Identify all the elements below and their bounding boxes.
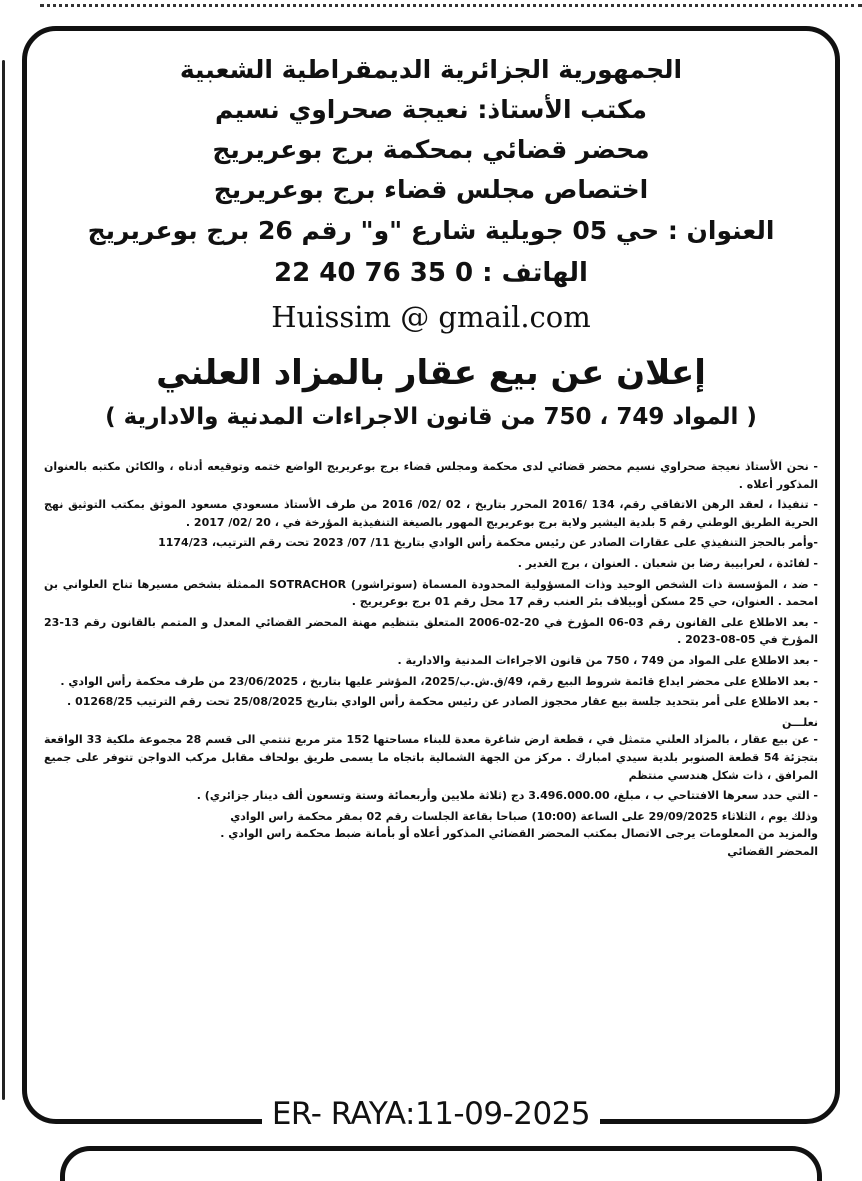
publication-footer (0, 1094, 862, 1134)
office-name: مكتب الأستاذ: نعيجة صحراوي نسيم (215, 95, 647, 124)
paragraph-property: - عن بيع عقار ، بالمزاد العلني متمثل في ، قطعة ارض شاغرة معدة للبناء مساحتها 152 متر مربع تنتمي الى قسم 28 مجموعة ملكية 33 الواقعة بتجزئة 54 قطعة الصنوبر بلدية سيدي امبارك . مركز من الجهة الشمالية باتجاه ما يسمى طريق بولحاف مقابل مركب الدواجن تتوفر على جميع المرافق ، ذات شكل هندسي منتظم (44, 733, 818, 782)
left-column-rule (2, 60, 5, 1100)
top-dotted-border (40, 4, 862, 7)
paragraph-articles: - بعد الاطلاع على المواد من 749 ، 750 من قانون الاجراءات المدنية والادارية . (397, 653, 818, 667)
office-phone: الهاتف : 0 35 76 40 22 (274, 258, 588, 288)
republic-name: الجمهورية الجزائرية الديمقراطية الشعبية (179, 55, 683, 84)
paragraph-session-order: - بعد الاطلاع على أمر بتحديد جلسة بيع عقار محجوز الصادر عن رئيس محكمة رأس الوادي بتاريخ 25/08/2025 تحت رقم الترتيب 01268/25 . (67, 695, 818, 709)
paragraph-seizure-order: -وأمر بالحجز التنفيذي على عقارات الصادر عن رئيس محكمة رأس الوادي بتاريخ 11/ 07/ 2023 تحت رقم الترتيب، 1174/23 (158, 536, 818, 550)
office-email: Huissim @ gmail.com (271, 300, 591, 334)
paragraph-beneficiary: - لفائدة ، لعرابيبة رضا بن شعبان . العنوان ، برج الغدير . (517, 556, 818, 570)
paragraph-price: - التي حدد سعرها الافتتاحي ب ، مبلغ، 3.496.000.00 دج (ثلاثة ملايين وأربعمائة وستة وتسعون ألف دينار جزائري) . (196, 789, 818, 803)
publication-date: ER- RAYA:11-09-2025 (262, 1096, 600, 1132)
announcement-title: إعلان عن بيع عقار بالمزاد العلني (156, 353, 706, 393)
paragraph-contact: والمزيد من المعلومات يرجى الاتصال بمكتب المحضر القضائي المذكور أعلاه أو بأمانة ضبط محكمة راس الوادي . (220, 827, 818, 841)
next-announcement-frame-edge (60, 1146, 822, 1181)
paragraph-conditions-list: - بعد الاطلاع على محضر ايداع قائمة شروط البيع رقم، 49/ق.ش.ب/2025، المؤشر عليها بتاريخ ، 23/06/2025 من طرف محكمة رأس الوادي . (60, 674, 818, 688)
office-address: العنوان : حي 05 جويلية شارع "و" رقم 26 برج بوعريريج (87, 216, 775, 245)
paragraph-against: - ضد ، المؤسسة ذات الشخص الوحيد وذات المسؤولية المحدودة المسماة (سوتراشور) SOTRACHOR الممثلة بشخص مسيرها تناح العلواني بن امحمد . العنوان، حي 25 مسكن أوبيلاف بئر العنب رقم 17 محل رقم 01 برج بوعريريج . (44, 577, 818, 609)
paragraph-signature: المحضر القضائي (727, 844, 818, 858)
announcement-body (44, 458, 818, 860)
paragraph-intro: - نحن الأستاذ نعيجة صحراوي نسيم محضر قضائي لدى محكمة ومجلس قضاء برج بوعريريج الواضع ختمه وتوقيعه أدناه ، والكائن مكتبه بالعنوان المذكور أعلاه . (44, 460, 818, 491)
announcement-subtitle: ( المواد 749 ، 750 من قانون الاجراءات المدنية والادارية ) (105, 404, 757, 430)
bailiff-role: محضر قضائي بمحكمة برج بوعريريج (212, 135, 650, 164)
paragraph-date: وذلك يوم ، الثلاثاء 29/09/2025 على الساعة (10:00) صباحا بقاعة الجلسات رقم 02 بمقر محكمة راس الوادي (230, 809, 818, 823)
announcement-header (40, 50, 822, 434)
paragraph-law-reference: - بعد الاطلاع على القانون رقم 03-06 المؤرخ في 20-02-2006 المتعلق بتنظيم مهنة المحضر القضائي المعدل و المتمم بالقانون رقم 13-23 المؤرخ في 05-08-2023 . (44, 615, 818, 647)
paragraph-execution: - تنفيذا ، لعقد الرهن الاتفاقي رقم، 134 /2016 المحرر بتاريخ ، 02 /02/ 2016 من طرف الأستاذ مسعودي مسعود الموثق بمكتب التوثيق نهج الحرية الطريق الوطني رقم 5 بلدية اليشير ولاية برج بوعريريج المهور بالصيغة التنفيذية المؤرخة في ، 20 /02/ 2017 . (44, 498, 818, 529)
jurisdiction: اختصاص مجلس قضاء برج بوعريريج (213, 175, 649, 204)
paragraph-announce: نعلـــن (781, 715, 818, 729)
